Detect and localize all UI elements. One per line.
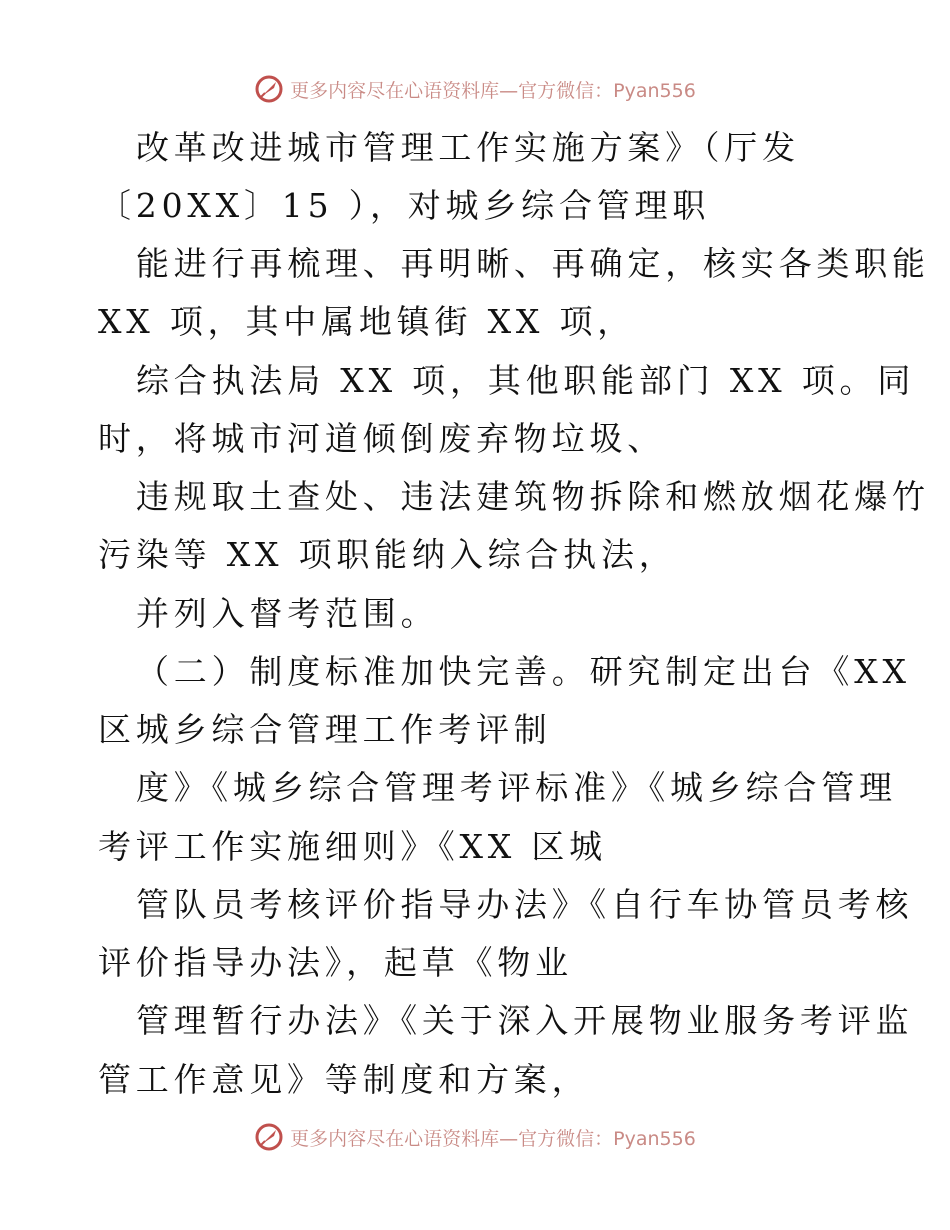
watermark-text: 更多内容尽在心语资料库—官方微信：Pyan556 bbox=[290, 1127, 696, 1150]
paragraph-line: 时，将城市河道倾倒废弃物垃圾、 bbox=[98, 419, 665, 458]
paragraph-line: 管工作意见》等制度和方案， bbox=[98, 1060, 590, 1099]
paragraph-line: 评价指导办法》，起草《物业 bbox=[98, 943, 573, 982]
quill-seal-icon bbox=[254, 1122, 284, 1152]
watermark-text: 更多内容尽在心语资料库—官方微信：Pyan556 bbox=[290, 79, 696, 102]
paragraph-line: 区城乡综合管理工作考评制 bbox=[98, 710, 552, 749]
paragraph-line: 管队员考核评价指导办法》《自行车协管员考核 bbox=[136, 885, 914, 924]
paragraph-line: 综合执法局 XX 项，其他职能部门 XX 项。同 bbox=[136, 361, 916, 400]
paragraph-line: 改革改进城市管理工作实施方案》（厅发 bbox=[136, 128, 800, 167]
paragraph-line: 度》《城乡综合管理考评标准》《城乡综合管理 bbox=[136, 768, 897, 807]
quill-seal-icon bbox=[254, 74, 284, 104]
paragraph-line: （二）制度标准加快完善。研究制定出台《XX bbox=[136, 652, 911, 691]
paragraph-line: 能进行再梳理、再明晰、再确定，核实各类职能 bbox=[136, 244, 930, 283]
paragraph-line: 并列入督考范围。 bbox=[136, 594, 439, 633]
paragraph-line: 污染等 XX 项职能纳入综合执法， bbox=[98, 535, 677, 574]
paragraph-line: 管理暂行办法》《关于深入开展物业服务考评监 bbox=[136, 1001, 914, 1040]
footer-watermark bbox=[0, 1122, 950, 1152]
header-watermark bbox=[0, 74, 950, 104]
paragraph-line: 违规取土查处、违法建筑物拆除和燃放烟花爆竹 bbox=[136, 477, 930, 516]
paragraph-line: 〔20XX〕15 ），对城乡综合管理职 bbox=[98, 186, 711, 225]
paragraph-line: XX 项，其中属地镇街 XX 项， bbox=[98, 302, 636, 341]
paragraph-line: 考评工作实施细则》《XX 区城 bbox=[98, 827, 607, 866]
